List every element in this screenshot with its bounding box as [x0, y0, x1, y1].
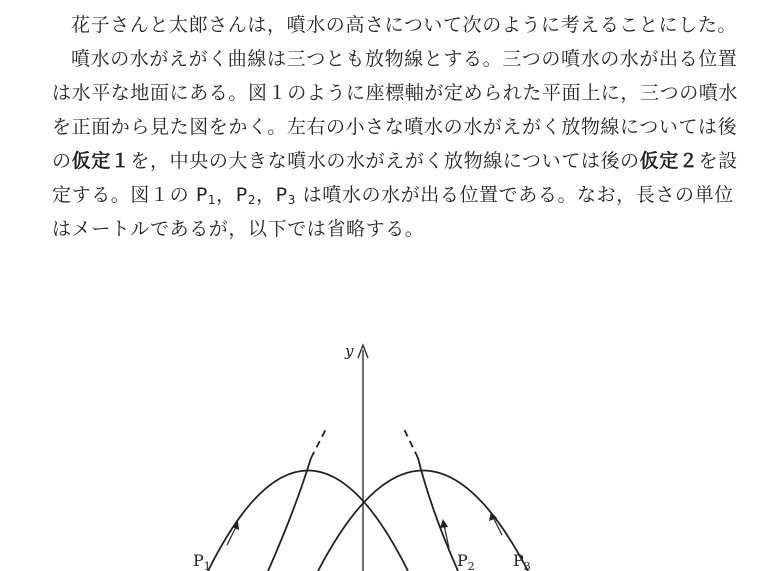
assumption-2-label: 仮定２ [639, 150, 699, 172]
left-fountain-parabola [208, 471, 408, 571]
label-p3: $P_3$ [513, 551, 531, 571]
y-axis-label: y [345, 342, 354, 360]
assumption-1-label: 仮定１ [71, 150, 131, 172]
center-fountain-right-dashed [404, 429, 418, 458]
p3-subscript: 3 [287, 193, 296, 207]
right-fountain-parabola [318, 471, 528, 571]
label-p1: $P_1$ [193, 551, 211, 571]
text-line-7: はメートルであるが，以下では省略する。 [52, 218, 425, 240]
center-fountain-right-branch [418, 458, 458, 571]
text-line-5-part-e: を設 [698, 150, 738, 172]
center-direction-arrow [440, 519, 449, 548]
text-line-3: は水平な地面にある。図１のように座標軸が定められた平面上に，三つの噴水 [52, 82, 739, 104]
text-line-6-part-e: ，P [256, 184, 288, 206]
center-fountain-left-dashed [311, 429, 326, 458]
text-line-5-part-c: を，中央の大きな噴水の水がえがく放物線については後の [130, 150, 640, 172]
text-line-6-part-c: ，P [216, 184, 248, 206]
center-fountain-left-branch [268, 458, 311, 571]
text-line-6-part-a: 定する。図１の P [52, 184, 208, 206]
text-line-6-part-g: は噴水の水が出る位置である。なお，長さの単位 [296, 184, 734, 206]
p1-subscript: 1 [207, 193, 217, 207]
text-line-2: 噴水の水がえがく曲線は三つとも放物線とする。三つの噴水の水が出る位置 [71, 48, 738, 70]
text-line-5-part-a: の [52, 150, 72, 172]
text-line-1: 花子さんと太郎さんは，噴水の高さについて次のように考えることにした。 [71, 14, 738, 36]
text-line-4: を正面から見た図をかく。左右の小さな噴水の水がえがく放物線については後 [52, 116, 738, 138]
p2-subscript: 2 [247, 193, 257, 207]
label-p2: $P_2$ [457, 551, 475, 571]
